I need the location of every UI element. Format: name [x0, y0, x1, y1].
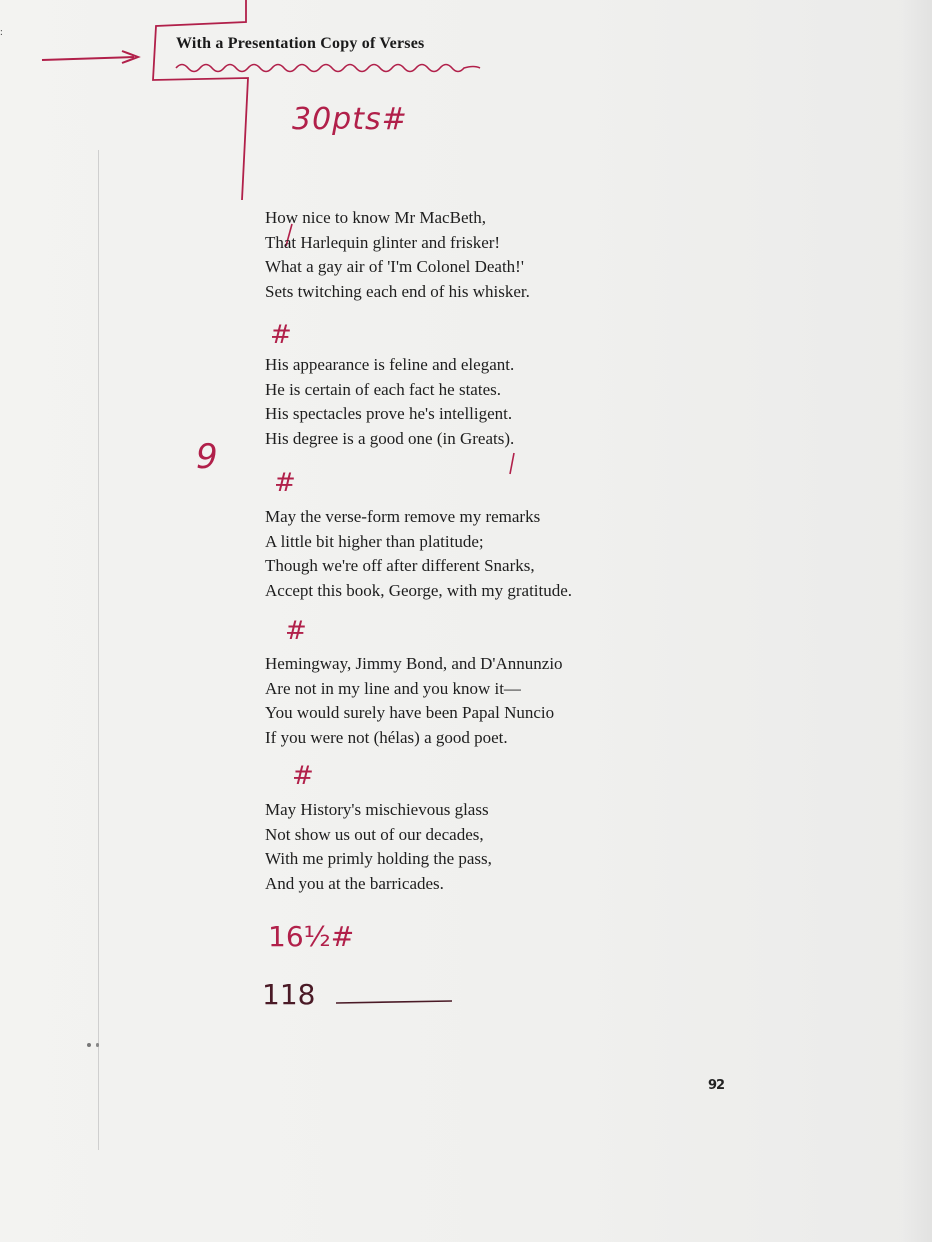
page-number-rule-icon	[336, 1001, 452, 1003]
stanza	[265, 798, 492, 896]
page-number: 118	[262, 978, 316, 1011]
poem-line: If you were not (hélas) a good poet.	[265, 727, 508, 747]
poem-line: That Harlequin glinter and frisker!	[265, 232, 501, 252]
stanza-break-mark: #	[274, 468, 296, 498]
poem-line: With me primly holding the pass,	[265, 849, 492, 868]
poem-line: And you at the barricades.	[265, 873, 444, 893]
title-arrow-icon	[42, 57, 134, 60]
stanza	[265, 652, 563, 750]
poem-line: May the verse-form remove my remarks	[265, 507, 541, 526]
correction-stroke-icon	[510, 453, 514, 474]
edge-mark: :	[0, 27, 3, 38]
stanza-break-mark: #	[292, 761, 314, 791]
poem-line: Are not in my line and you know it—	[265, 678, 521, 698]
poem-title: With a Presentation Copy of Verses	[176, 35, 425, 52]
poem-line: Sets twitching each end of his whisker.	[265, 281, 530, 301]
poem-line: What a gay air of 'I'm Colonel Death!'	[265, 257, 524, 276]
poem-line: His appearance is feline and elegant.	[265, 355, 515, 374]
stanza-break-mark: #	[285, 616, 307, 646]
poem-line: A little bit higher than platitude;	[265, 531, 484, 551]
query-mark: 9	[196, 437, 218, 477]
title-bracket-icon	[153, 0, 248, 200]
poem-line: His degree is a good one (in Greats).	[265, 428, 515, 448]
poem-line: Not show us out of our decades,	[265, 824, 484, 844]
poem-line: He is certain of each fact he states.	[265, 379, 501, 399]
poem-line: You would surely have been Papal Nuncio	[265, 703, 555, 722]
title-wavy-underline-icon	[176, 65, 480, 72]
poem-line: May History's mischievous glass	[265, 800, 489, 819]
point-size-note: 30pts#	[292, 102, 408, 137]
spacing-note: 16½#	[268, 920, 355, 953]
stanza	[265, 353, 514, 451]
poem-line: How nice to know Mr MacBeth,	[265, 208, 486, 227]
poem-line: His spectacles prove he's intelligent.	[265, 404, 513, 423]
poem-line: Accept this book, George, with my gratitude.	[265, 580, 573, 600]
folio-stamp: 92	[708, 1078, 725, 1093]
poem-line: Though we're off after different Snarks,	[265, 556, 535, 575]
stanza	[265, 206, 530, 304]
stanza-break-mark: #	[270, 320, 292, 350]
poem-line: Hemingway, Jimmy Bond, and D'Annunzio	[265, 654, 563, 673]
stanza	[265, 505, 572, 603]
